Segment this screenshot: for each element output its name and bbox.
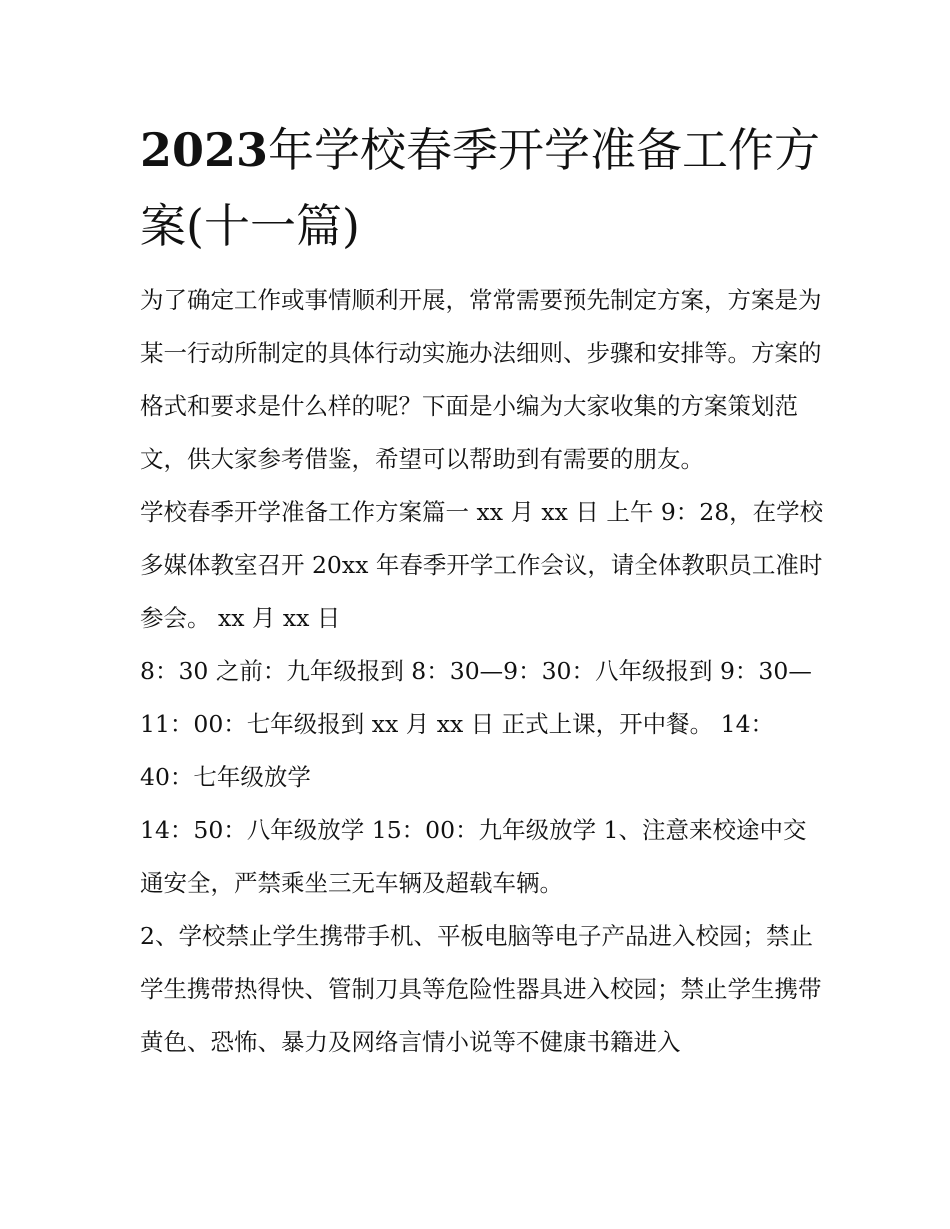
paragraph-dismissal-schedule: 14：50：八年级放学 15：00：九年级放学 1、注意来校途中交通安全，严禁乘坐三无车辆及超载车辆。 [140,816,807,897]
paragraph-meeting-notice: 学校春季开学准备工作方案篇一 xx 月 xx 日 上午 9：28，在学校多媒体教室召开 20xx 年春季开学工作会议，请全体教职员工准时参会。 xx 月 xx 日 [140,498,824,632]
paragraph-registration-schedule: 8：30 之前：九年级报到 8：30—9：30：八年级报到 9：30—11：00：七年级报到 xx 月 xx 日 正式上课，开中餐。 14：40：七年级放学 [140,657,812,791]
document-title [140,112,830,264]
title-text: 年学校春季开学准备工作方案(十一篇) [140,123,821,253]
paragraph-prohibited-items: 2、学校禁止学生携带手机、平板电脑等电子产品进入校园；禁止学生携带热得快、管制刀具等危险性器具进入校园；禁止学生携带黄色、恐怖、暴力及网络言情小说等不健康书籍进入 [140,922,822,1056]
document-body [140,274,825,1069]
paragraph-intro: 为了确定工作或事情顺利开展，常常需要预先制定方案，方案是为某一行动所制定的具体行动实施办法细则、步骤和安排等。方案的格式和要求是什么样的呢？下面是小编为大家收集的方案策划范文，供大家参考借鉴，希望可以帮助到有需要的朋友。 [140,286,822,473]
title-year: 2023 [140,123,269,177]
